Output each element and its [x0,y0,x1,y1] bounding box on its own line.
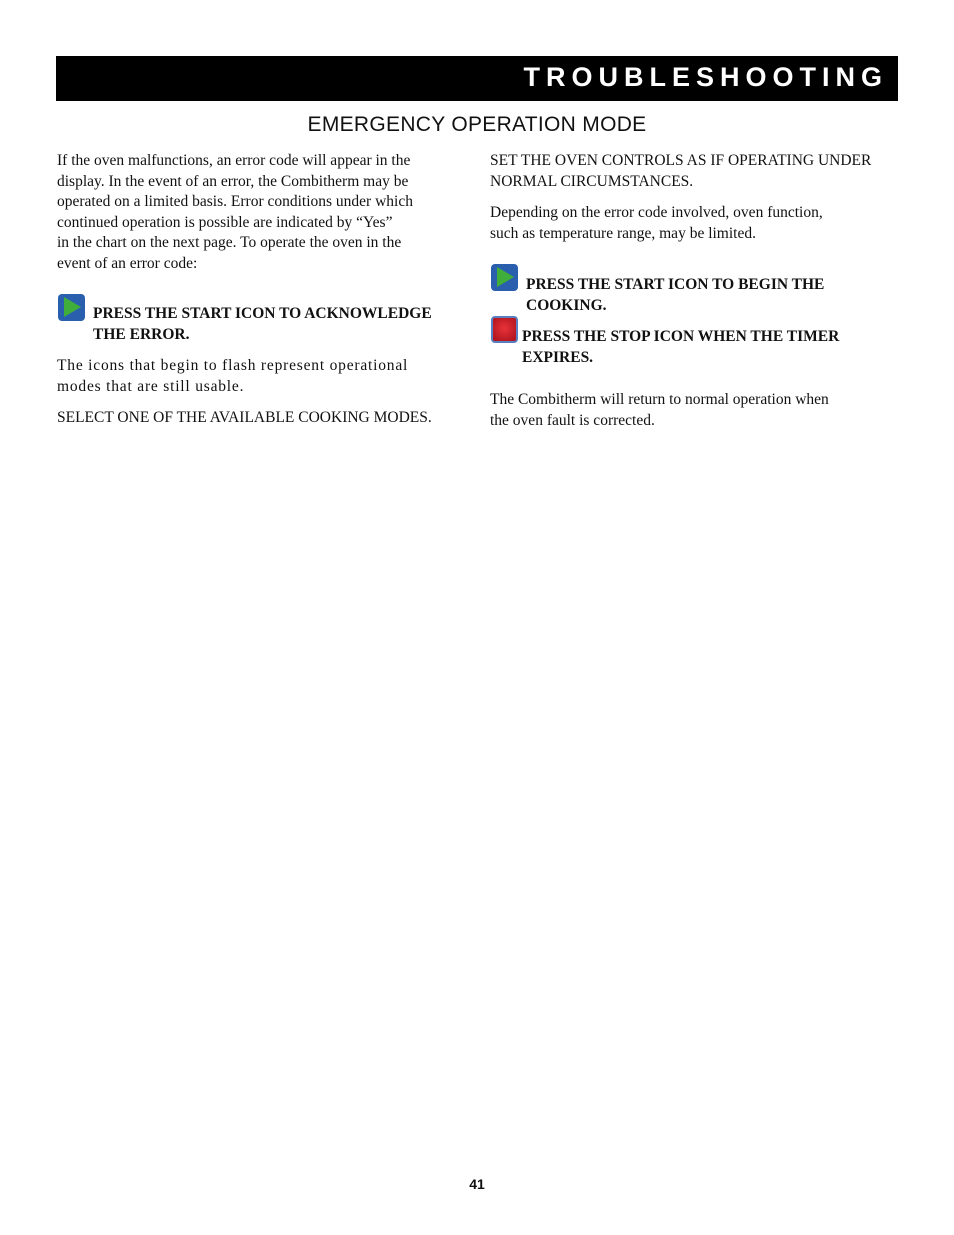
start-icon [491,264,518,291]
set-controls-text [490,151,871,192]
step-begin-cooking [526,275,824,316]
return-paragraph [490,390,829,431]
line: event of an error code: [57,254,198,272]
intro-paragraph [57,151,413,274]
line: THE ERROR. [93,325,190,343]
line: the oven fault is corrected. [490,411,655,429]
line: operated on a limited basis. Error conditions under which [57,193,413,210]
limited-paragraph [490,203,823,244]
line: Depending on the error code involved, oven function, [490,204,823,221]
line: PRESS THE START ICON TO ACKNOWLEDGE [93,305,432,322]
flash-paragraph [57,356,408,397]
select-mode-text: SELECT ONE OF THE AVAILABLE COOKING MODES. [57,409,432,426]
line: The Combitherm will return to normal operation when [490,391,829,408]
line: The icons that begin to flash represent operational [57,357,409,374]
line: PRESS THE START ICON TO BEGIN THE [526,276,825,293]
line: NORMAL CIRCUMSTANCES. [490,172,694,190]
line: continued operation is possible are indicated by “Yes” [57,213,393,231]
line: in the chart on the next page. To operate the oven in the [57,234,402,251]
line: EXPIRES. [522,348,594,366]
step-stop [522,327,839,368]
page-number: 41 [469,1176,485,1192]
stop-icon [491,316,518,343]
page-heading: EMERGENCY OPERATION MODE [307,113,647,136]
section-title: TROUBLESHOOTING [523,62,888,92]
step-acknowledge [93,304,432,345]
section-banner [56,56,898,101]
line: such as temperature range, may be limited. [490,224,756,242]
line: COOKING. [526,296,607,314]
line: modes that are still usable. [57,377,245,395]
line: SET THE OVEN CONTROLS AS IF OPERATING UNDER [490,152,872,169]
line: PRESS THE STOP ICON WHEN THE TIMER [522,328,840,345]
line: display. In the event of an error, the Combitherm may be [57,172,409,190]
line: If the oven malfunctions, an error code will appear in the [57,152,411,169]
start-icon [58,294,85,321]
